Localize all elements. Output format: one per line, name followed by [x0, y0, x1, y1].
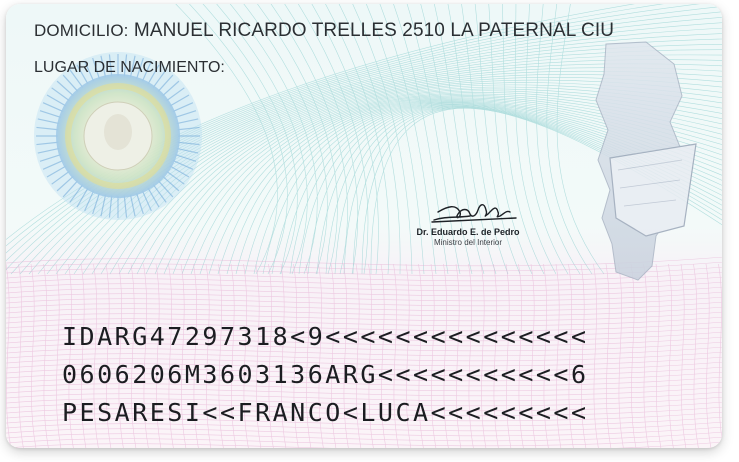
birthplace-label: LUGAR DE NACIMIENTO: — [34, 59, 225, 76]
birthplace-line — [34, 59, 225, 77]
signatory-name: Dr. Eduardo E. de Pedro — [416, 227, 520, 237]
address-line — [34, 20, 614, 42]
mrz-line-3: PESARESI<<FRANCO<LUCA<<<<<<<<< — [62, 398, 589, 427]
address-label: DOMICILIO: — [34, 21, 129, 40]
address-value: MANUEL RICARDO TRELLES 2510 LA PATERNAL CIU — [133, 20, 615, 41]
signature-block — [398, 194, 538, 264]
id-card-back — [6, 4, 722, 448]
signatory-title: Ministro del Interior — [433, 238, 503, 247]
mrz-line-2: 0606206M3603136ARG<<<<<<<<<<<6 — [62, 360, 589, 389]
handwritten-signature — [398, 194, 538, 228]
argentina-map-icon — [596, 42, 696, 280]
sun-seal-icon — [34, 52, 202, 220]
mrz-line-1: IDARG47297318<9<<<<<<<<<<<<<<< — [62, 322, 589, 351]
